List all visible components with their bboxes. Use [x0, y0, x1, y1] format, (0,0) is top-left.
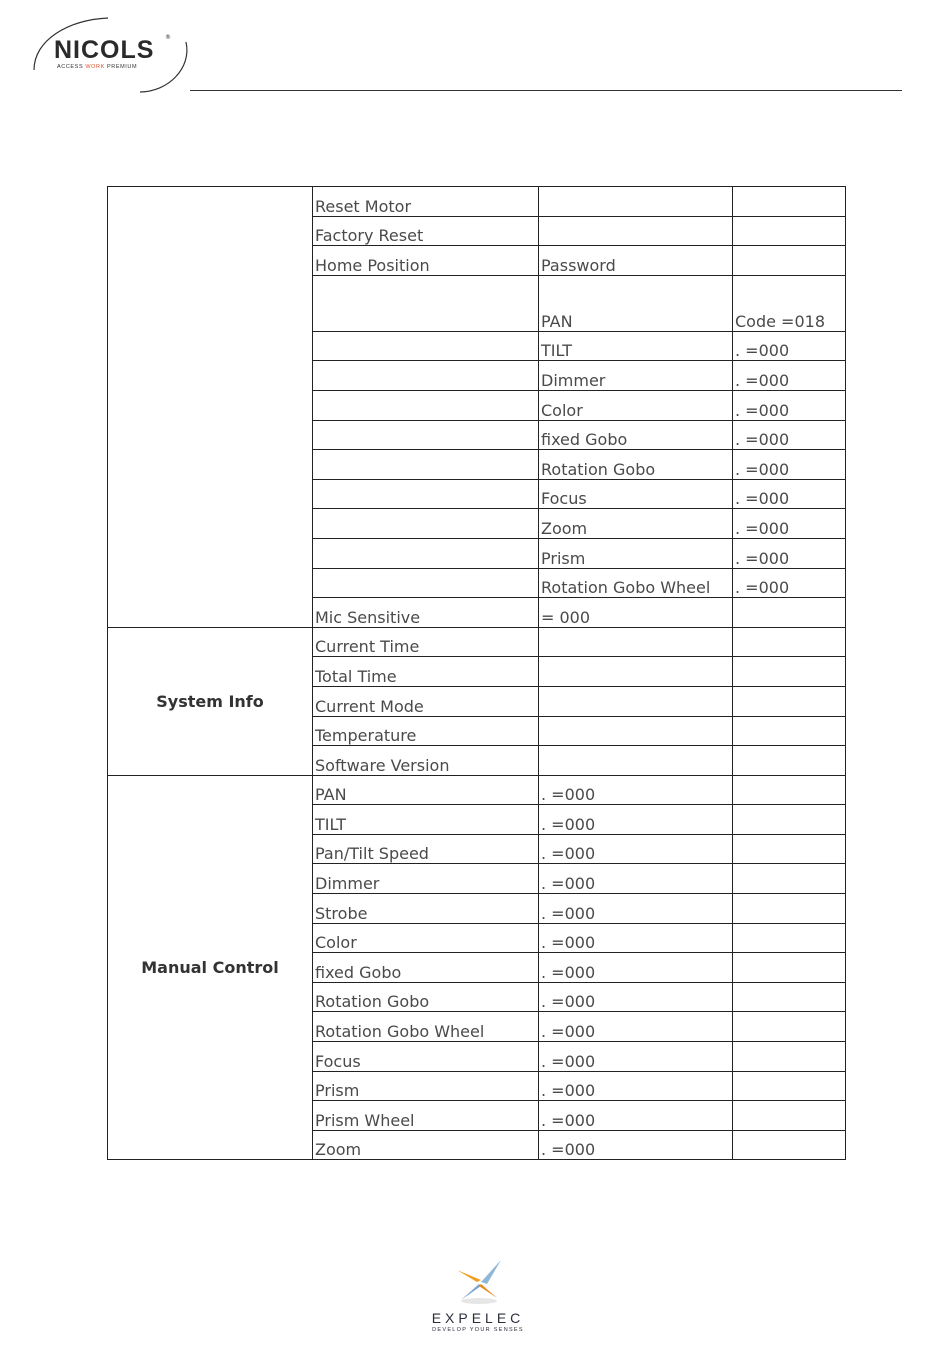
expelec-star-icon	[451, 1258, 505, 1306]
item-cell	[313, 275, 539, 331]
value-cell: . =000	[539, 834, 733, 864]
value-cell: Color	[539, 390, 733, 420]
item-cell: Reset Motor	[313, 187, 539, 217]
code-cell: . =000	[733, 479, 846, 509]
code-cell	[733, 657, 846, 687]
item-cell: Mic Sensitive	[313, 598, 539, 628]
item-cell	[313, 568, 539, 598]
value-cell	[539, 216, 733, 246]
code-cell	[733, 1042, 846, 1072]
code-cell	[733, 716, 846, 746]
value-cell: fixed Gobo	[539, 420, 733, 450]
value-cell: . =000	[539, 1101, 733, 1131]
table-row	[108, 775, 846, 805]
group-label: System Info	[108, 627, 313, 775]
logo-registered-mark: ®	[165, 34, 171, 41]
item-cell: Current Time	[313, 627, 539, 657]
code-cell: . =000	[733, 450, 846, 480]
item-cell: Rotation Gobo Wheel	[313, 1012, 539, 1042]
value-cell: Zoom	[539, 509, 733, 539]
value-cell: . =000	[539, 953, 733, 983]
code-cell	[733, 246, 846, 276]
footer-wordmark: EXPELEC	[431, 1310, 525, 1326]
code-cell: . =000	[733, 509, 846, 539]
code-cell	[733, 923, 846, 953]
code-cell	[733, 982, 846, 1012]
code-cell	[733, 1130, 846, 1160]
logo-wordmark: NICOLS	[54, 36, 155, 64]
item-cell: Total Time	[313, 657, 539, 687]
value-cell: . =000	[539, 1130, 733, 1160]
expelec-logo	[420, 1258, 536, 1342]
value-cell: . =000	[539, 1071, 733, 1101]
value-cell: . =000	[539, 894, 733, 924]
value-cell: = 000	[539, 598, 733, 628]
value-cell	[539, 686, 733, 716]
code-cell	[733, 216, 846, 246]
code-cell	[733, 864, 846, 894]
table-row	[108, 627, 846, 657]
value-cell: Rotation Gobo Wheel	[539, 568, 733, 598]
item-cell: Temperature	[313, 716, 539, 746]
value-cell: PAN	[539, 275, 733, 331]
code-cell	[733, 627, 846, 657]
value-cell: . =000	[539, 923, 733, 953]
logo-tagline: ACCESS WORK PREMIUM	[57, 64, 138, 70]
item-cell	[313, 331, 539, 361]
value-cell: Prism	[539, 538, 733, 568]
value-cell: Focus	[539, 479, 733, 509]
code-cell: . =000	[733, 538, 846, 568]
code-cell	[733, 598, 846, 628]
value-cell: . =000	[539, 864, 733, 894]
value-cell: Password	[539, 246, 733, 276]
item-cell: Factory Reset	[313, 216, 539, 246]
value-cell: TILT	[539, 331, 733, 361]
item-cell	[313, 509, 539, 539]
item-cell: Home Position	[313, 246, 539, 276]
value-cell: . =000	[539, 775, 733, 805]
item-cell: Pan/Tilt Speed	[313, 834, 539, 864]
code-cell: . =000	[733, 361, 846, 391]
value-cell: . =000	[539, 805, 733, 835]
footer-tagline: DEVELOP YOUR SENSES	[432, 1327, 524, 1333]
value-cell: Dimmer	[539, 361, 733, 391]
item-cell: Current Mode	[313, 686, 539, 716]
item-cell: Rotation Gobo	[313, 982, 539, 1012]
value-cell	[539, 657, 733, 687]
header-rule	[190, 90, 902, 91]
code-cell: . =000	[733, 420, 846, 450]
item-cell: Focus	[313, 1042, 539, 1072]
item-cell	[313, 361, 539, 391]
code-cell	[733, 834, 846, 864]
item-cell: PAN	[313, 775, 539, 805]
item-cell: Color	[313, 923, 539, 953]
value-cell: . =000	[539, 982, 733, 1012]
code-cell: . =000	[733, 390, 846, 420]
item-cell	[313, 450, 539, 480]
code-cell: Code =018	[733, 275, 846, 331]
value-cell	[539, 627, 733, 657]
group-label: Manual Control	[108, 775, 313, 1160]
item-cell: Prism	[313, 1071, 539, 1101]
item-cell	[313, 390, 539, 420]
code-cell	[733, 1071, 846, 1101]
value-cell	[539, 187, 733, 217]
value-cell	[539, 716, 733, 746]
code-cell: . =000	[733, 331, 846, 361]
value-cell: . =000	[539, 1042, 733, 1072]
code-cell	[733, 805, 846, 835]
item-cell: Software Version	[313, 746, 539, 776]
code-cell	[733, 894, 846, 924]
code-cell	[733, 953, 846, 983]
code-cell	[733, 686, 846, 716]
group-label	[108, 187, 313, 628]
item-cell: Prism Wheel	[313, 1101, 539, 1131]
nicols-logo	[28, 14, 198, 96]
code-cell	[733, 775, 846, 805]
item-cell: TILT	[313, 805, 539, 835]
code-cell	[733, 1101, 846, 1131]
code-cell: . =000	[733, 568, 846, 598]
code-cell	[733, 187, 846, 217]
value-cell: . =000	[539, 1012, 733, 1042]
item-cell	[313, 479, 539, 509]
value-cell: Rotation Gobo	[539, 450, 733, 480]
item-cell: Strobe	[313, 894, 539, 924]
item-cell: Dimmer	[313, 864, 539, 894]
item-cell: Zoom	[313, 1130, 539, 1160]
table-row	[108, 187, 846, 217]
item-cell	[313, 420, 539, 450]
code-cell	[733, 746, 846, 776]
value-cell	[539, 746, 733, 776]
item-cell: fixed Gobo	[313, 953, 539, 983]
item-cell	[313, 538, 539, 568]
menu-table	[107, 186, 846, 1160]
code-cell	[733, 1012, 846, 1042]
